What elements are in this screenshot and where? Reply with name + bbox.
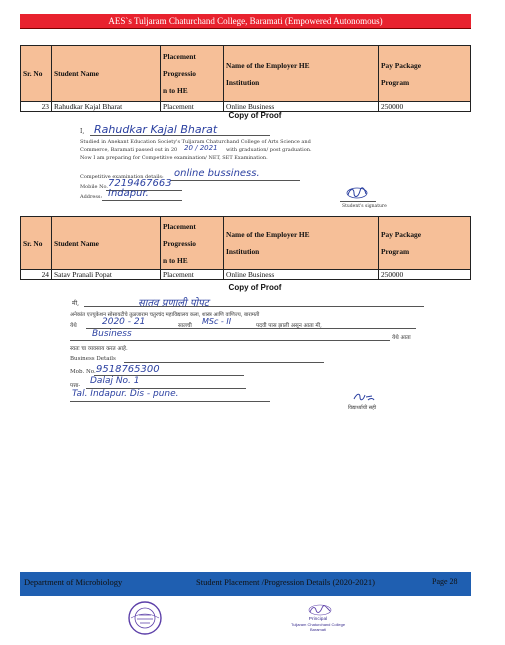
- cell-sr-no: 23: [21, 102, 52, 112]
- principal-title: Principal: [308, 617, 328, 622]
- exam-details-handwritten: online bussiness.: [174, 168, 260, 179]
- proof-prefix: मी,: [72, 300, 80, 307]
- proof-text-line: Commerce, Baramati passed out in 20: [80, 147, 178, 153]
- placement-table-2: [20, 216, 471, 280]
- underline: [84, 306, 424, 307]
- col-progression: Placement Progressio n to HE: [161, 217, 224, 270]
- proof-document-1: [50, 120, 410, 212]
- underline: [102, 200, 182, 201]
- student-name-handwritten: सातव प्रणाली पोपट: [138, 298, 209, 309]
- placement-table-1: [20, 45, 471, 112]
- cell-sr-no: 24: [21, 270, 52, 280]
- address-handwritten-1: Dalaj No. 1: [90, 376, 140, 386]
- underline: [70, 340, 390, 341]
- underline: [86, 328, 416, 329]
- col-pay: Pay Package Program: [379, 46, 471, 102]
- page-header: AES`s Tuljaram Chaturchand College, Baramati (Empowered Autonomous): [20, 14, 471, 29]
- class-handwritten: MSc - II: [202, 317, 232, 326]
- underline: [170, 180, 300, 181]
- table-row: [21, 270, 471, 280]
- cell-student-name: Rahudkar Kajal Bharat: [52, 102, 161, 112]
- signature-label: विद्यार्थ्याची सही: [348, 405, 377, 411]
- proof-text-line: येथे: [70, 323, 77, 329]
- proof-prefix: I,: [80, 128, 85, 135]
- footer-title: Student Placement /Progression Details (2020-2021): [196, 577, 375, 587]
- mobile-handwritten: 7219467663: [108, 178, 172, 189]
- exam-details-label: Competitive examination details:: [80, 174, 164, 180]
- cell-pay: 250000: [379, 270, 471, 280]
- principal-signature: [308, 604, 332, 616]
- proof-text-line: with graduation/ post graduation.: [226, 147, 312, 153]
- underline: [124, 362, 324, 363]
- signature-label: Student's signature: [342, 204, 387, 209]
- address-label: Address:: [80, 194, 103, 200]
- student-name-handwritten: Rahudkar Kajal Bharat: [94, 123, 218, 136]
- year-handwritten: 2020 - 21: [102, 317, 146, 327]
- underline: [90, 135, 270, 136]
- cell-progression: Placement: [161, 270, 224, 280]
- year-handwritten: 20 / 2021: [184, 144, 218, 152]
- college-seal-stamp: [125, 600, 165, 636]
- col-student-name: Student Name: [52, 217, 161, 270]
- cell-pay: 250000: [379, 102, 471, 112]
- mobile-handwritten: 9518765300: [96, 364, 160, 375]
- address-handwritten: Indapur.: [108, 188, 149, 199]
- proof-text-line: सालची: [178, 323, 192, 329]
- signature-line: [340, 201, 376, 202]
- cell-student-name: Satav Pranali Popat: [52, 270, 161, 280]
- principal-college: Tuljaram Chaturchand College: [290, 622, 346, 627]
- col-student-name: Student Name: [52, 46, 161, 102]
- proof-document-2: [50, 293, 410, 418]
- principal-place: Baramati: [309, 627, 326, 632]
- cell-employer: Online Business: [224, 270, 379, 280]
- footer-page-number: Page 28: [432, 577, 458, 586]
- proof-text-line: अनेकांत एज्युकेशन सोसायटीचे तुळजाराम चतुरचंद महाविद्यालय कला, शास्त्र आणि वाणिज्य, बारामती: [70, 312, 260, 318]
- col-employer: Name of the Employer HE Institution: [224, 217, 379, 270]
- business-handwritten: Business: [92, 329, 132, 339]
- page-footer: [20, 572, 471, 596]
- mobile-label: Mob. No.-: [70, 369, 98, 375]
- copy-of-proof-label: Copy of Proof: [228, 283, 282, 292]
- table-row: [21, 102, 471, 112]
- proof-text-line: येथे आता: [392, 335, 411, 341]
- col-employer: Name of the Employer HE Institution: [224, 46, 379, 102]
- address-handwritten-2: Tal. Indapur. Dis - pune.: [72, 389, 179, 399]
- table-header-row: [21, 46, 471, 102]
- address-label: पत्ता-: [70, 383, 81, 389]
- proof-text-line: पदवी पास झाली असून आता मी,: [256, 323, 322, 329]
- proof-text-line: Now I am preparing for Competitive examination/ NET, SET Examination.: [80, 155, 268, 161]
- col-sr-no: Sr. No: [21, 217, 52, 270]
- cell-progression: Placement: [161, 102, 224, 112]
- underline: [70, 401, 270, 402]
- col-pay: Pay Package Program: [379, 217, 471, 270]
- proof-text-line: Studied in Anekant Education Society's Tuljaram Chaturchand College of Arts Science and: [80, 139, 311, 145]
- table-header-row: [21, 217, 471, 270]
- cell-employer: Online Business: [224, 102, 379, 112]
- business-details-label: Business Details: [70, 356, 116, 362]
- footer-department: Department of Microbiology: [24, 577, 123, 587]
- proof-text-line: स्वतः चा व्यवसाय करत आहे.: [70, 346, 128, 352]
- student-signature-image: [346, 186, 368, 200]
- copy-of-proof-label: Copy of Proof: [228, 111, 282, 120]
- mobile-label: Mobile No.: [80, 184, 108, 190]
- student-signature-image: [352, 391, 376, 403]
- col-progression: Placement Progressio n to HE: [161, 46, 224, 102]
- principal-stamp: [272, 617, 364, 632]
- col-sr-no: Sr. No: [21, 46, 52, 102]
